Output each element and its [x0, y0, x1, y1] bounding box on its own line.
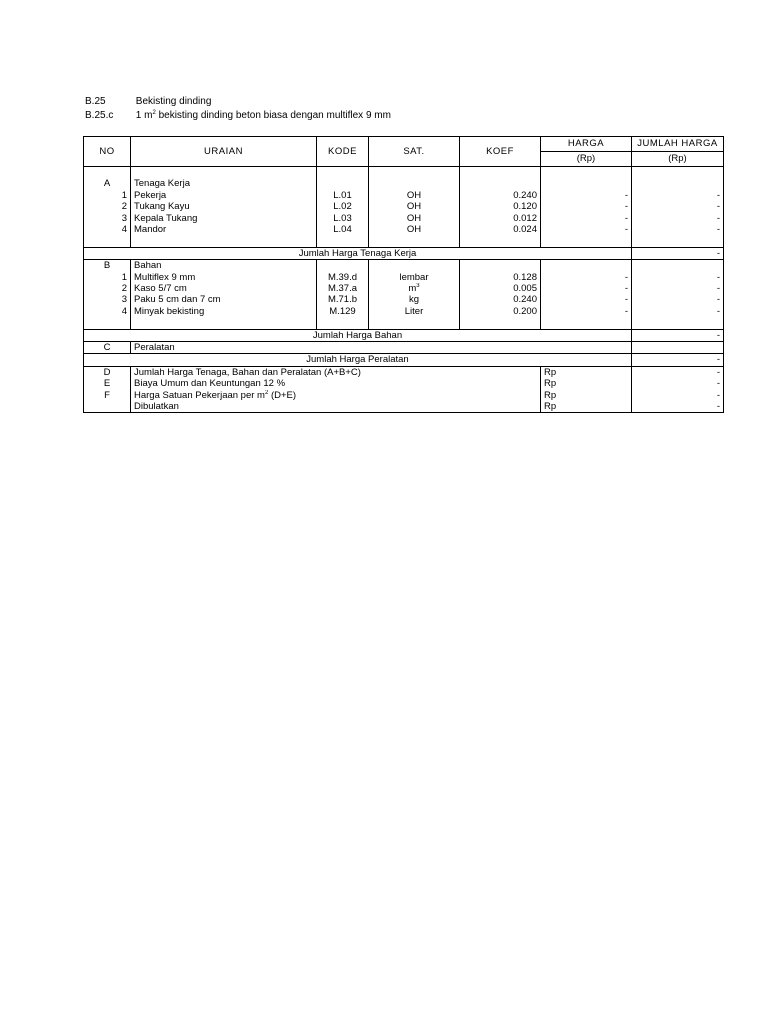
- summary-row: E Biaya Umum dan Keuntungan 12 % Rp -: [84, 378, 724, 389]
- subtotal-value: -: [632, 354, 724, 366]
- col-koef: KOEF: [460, 137, 541, 167]
- col-jumlah: JUMLAH HARGA: [632, 137, 724, 152]
- section-c-title: C Peralatan: [84, 342, 724, 354]
- subitem-code: B.25.c: [85, 110, 114, 121]
- subtotal-value: -: [632, 329, 724, 341]
- item-code: B.25: [85, 96, 106, 107]
- subtotal-labor: [84, 247, 724, 259]
- table-row: 1 Multiflex 9 mm M.39.d lembar 0.128 - -: [84, 272, 724, 283]
- col-jumlah-unit: (Rp): [632, 152, 724, 167]
- section-b-title: B Bahan: [84, 260, 724, 272]
- subtotal-equipment: [84, 354, 724, 366]
- table-row: 2 Kaso 5/7 cm M.37.a $m^3$ 0.005 - -: [84, 283, 724, 294]
- table-row: 1 Pekerja L.01 OH 0.240 - -: [84, 190, 724, 201]
- analysis-table: [83, 136, 724, 413]
- subtotal-label: Jumlah Harga Tenaga Kerja: [84, 247, 632, 259]
- spacer-row: [84, 317, 724, 329]
- table-row: 2 Tukang Kayu L.02 OH 0.120 - -: [84, 201, 724, 212]
- subitem-title: 1 $m^2$ bekisting dinding beton biasa dengan multiflex 9 mm: [135, 110, 391, 121]
- col-sat: SAT.: [369, 137, 460, 167]
- summary-row: Dibulatkan Rp -: [84, 401, 724, 413]
- summary-row: F Harga Satuan Pekerjaan per $m^2$ (D+E) Rp -: [84, 390, 724, 401]
- col-harga-unit: (Rp): [541, 152, 632, 167]
- subtotal-value: -: [632, 247, 724, 259]
- item-title: Bekisting dinding: [135, 96, 212, 107]
- header-line-1: [85, 96, 211, 107]
- table-row: 3 Kepala Tukang L.03 OH 0.012 - -: [84, 213, 724, 224]
- spacer-row: [84, 235, 724, 247]
- col-no: NO: [84, 137, 131, 167]
- table-header: [84, 137, 724, 152]
- table-row: 3 Paku 5 cm dan 7 cm M.71.b kg 0.240 - -: [84, 294, 724, 305]
- section-a-title: A Tenaga Kerja: [84, 178, 724, 189]
- summary-row: D Jumlah Harga Tenaga, Bahan dan Peralatan (A+B+C) Rp -: [84, 366, 724, 378]
- table-row: 4 Minyak bekisting M.129 Liter 0.200 - -: [84, 306, 724, 317]
- subtotal-label: Jumlah Harga Bahan: [84, 329, 632, 341]
- col-kode: KODE: [317, 137, 369, 167]
- header-line-2: [85, 110, 391, 121]
- spacer-row: [84, 167, 724, 179]
- col-harga: HARGA: [541, 137, 632, 152]
- col-uraian: URAIAN: [131, 137, 317, 167]
- subtotal-label: Jumlah Harga Peralatan: [84, 354, 632, 366]
- subtotal-materials: [84, 329, 724, 341]
- table-row: 4 Mandor L.04 OH 0.024 - -: [84, 224, 724, 235]
